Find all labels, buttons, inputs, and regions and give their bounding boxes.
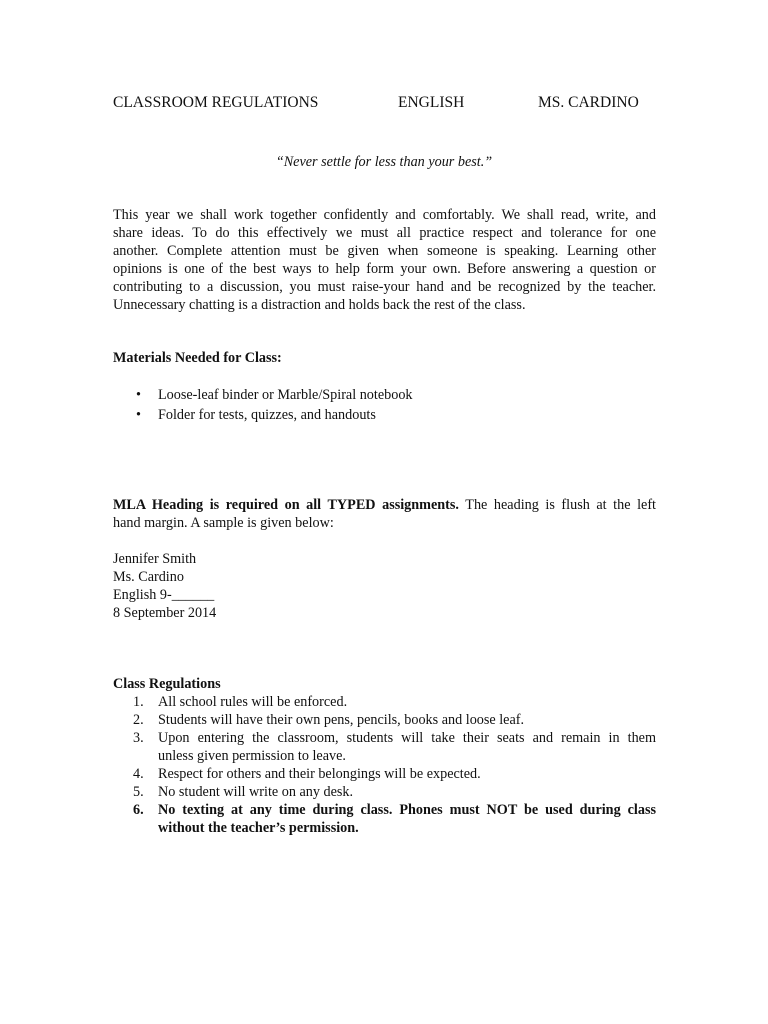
document-header [113,94,673,114]
intro-paragraph [113,206,656,314]
list-item [113,783,656,801]
mla-line [113,496,656,514]
bullet-icon: • [136,407,141,423]
item-text: unless given permission to leave. [158,748,346,764]
mla-bold-text: MLA Heading is required on all TYPED assignments. [113,497,459,513]
item-text: All school rules will be enforced. [158,694,348,710]
item-text: Respect for others and their belongings will be expected. [158,766,481,782]
item-text: No texting at any time during class. Phones must NOT be used during class [158,802,656,818]
intro-line: Unnecessary chatting is a distraction and holds back the rest of the class. [113,297,526,313]
bullet-icon: • [136,387,141,403]
header-subject: ENGLISH [398,94,465,111]
list-item [113,386,413,406]
intro-line: share ideas. To do this effectively we must all practice respect and tolerance for one [113,225,656,241]
intro-line: contributing to a discussion, you must raise-your hand and be recognized by the teacher. [113,279,656,295]
list-item-text: Folder for tests, quizzes, and handouts [158,407,376,423]
header-teacher: MS. CARDINO [538,94,639,111]
materials-list [113,386,413,426]
item-number: 1. [133,694,144,710]
list-item [113,711,656,729]
sample-line: English 9-______ [113,587,215,603]
list-item [113,801,656,837]
item-text: Students will have their own pens, pencils, books and loose leaf. [158,712,525,728]
list-item [113,765,656,783]
item-text: No student will write on any desk. [158,784,354,800]
list-item [113,406,413,426]
item-number: 6. [133,802,144,818]
intro-line: opinions is one of the best ways to help form your own. Before answering a question or [113,261,656,277]
mla-sample-heading [113,550,216,622]
list-item-text: Loose-leaf binder or Marble/Spiral notebook [158,387,413,403]
item-number: 2. [133,712,144,728]
intro-line: another. Complete attention must be given when someone is speaking. Learning other [113,243,656,259]
list-item [113,729,656,765]
mla-paragraph [113,496,656,532]
list-item [113,693,656,711]
materials-heading: Materials Needed for Class: [113,350,282,366]
sample-line: 8 September 2014 [113,605,217,621]
item-text: Upon entering the classroom, students will take their seats and remain in them [158,730,656,746]
mla-line: hand margin. A sample is given below: [113,515,334,531]
regulations-list [113,693,656,837]
item-number: 3. [133,730,144,746]
motto-quote: “Never settle for less than your best.” [275,154,493,170]
item-number: 5. [133,784,144,800]
sample-line: Jennifer Smith [113,551,197,567]
item-text: without the teacher’s permission. [158,820,359,836]
sample-line: Ms. Cardino [113,569,184,585]
header-title: CLASSROOM REGULATIONS [113,94,319,111]
mla-text: The heading is flush at the left [458,497,656,513]
regulations-heading: Class Regulations [113,676,221,692]
item-number: 4. [133,766,144,782]
intro-line: This year we shall work together confidently and comfortably. We shall read, write, and [113,207,656,223]
